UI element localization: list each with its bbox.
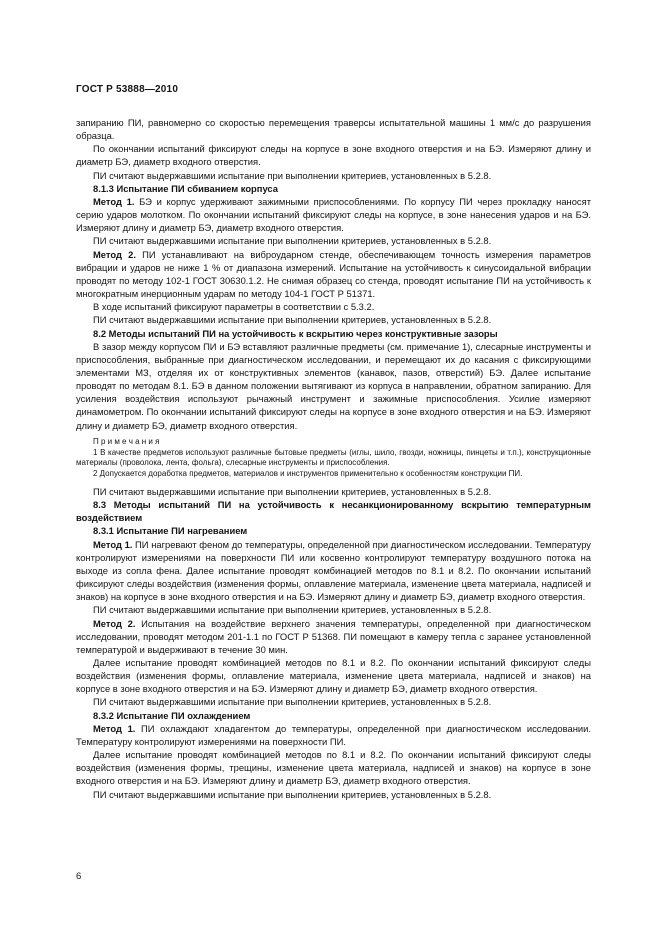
method-text: ПИ нагревают феном до температуры, определенной при диагностическом исследовании. Температуру контролируют измерениями на поверхности ПИ или косвенно контролируют температуру воздушного потока на выходе из сопла фена. Далее испытание проводят комбинацией методов по 8.1 и 8.2. По окончании испытаний фиксируют следы воздействия (изменения формы, оплавление материала, изменение цвета материала, надписей и знаков) на корпусе в зоне входного отверстия и на БЭ. Измеряют длину и диаметр БЭ, диаметр входного отверстия.	[76, 538, 591, 603]
method-paragraph	[76, 248, 591, 301]
method-label: Метод 1.	[93, 538, 133, 550]
method-label: Метод 1.	[93, 195, 135, 207]
method-paragraph	[76, 617, 591, 656]
method-paragraph	[76, 195, 591, 234]
method-text: ПИ охлаждают хладагентом до температуры, определенной при диагностическом исследовании. Температуру контролируют измерениями на поверхности ПИ.	[76, 722, 591, 747]
paragraph-criteria: ПИ считают выдержавшими испытание при выполнении критериев, установленных в 5.2.8.	[93, 485, 492, 497]
paragraph-criteria: ПИ считают выдержавшими испытание при выполнении критериев, установленных в 5.2.8.	[93, 696, 492, 708]
paragraph-criteria: ПИ считают выдержавшими испытание при выполнении критериев, установленных в 5.2.8.	[93, 235, 492, 247]
note-item: 1 В качестве предметов используют различные бытовые предметы (иглы, шило, гвозди, ножницы, пинцеты и т.п.), конструкционные материалы (проволока, лента, фольга), слесарные инструменты и приспособления.	[76, 447, 591, 468]
method-label: Метод 1.	[93, 722, 136, 734]
paragraph-criteria: ПИ считают выдержавшими испытание при выполнении критериев, установленных в 5.2.8.	[93, 314, 492, 326]
method-paragraph	[76, 538, 591, 604]
heading-8-3-2: 8.3.2 Испытание ПИ охлаждением	[93, 709, 251, 721]
document-code: ГОСТ Р 53888—2010	[76, 84, 179, 95]
heading-8-3: 8.3 Методы испытаний ПИ на устойчивость к несанкционированному вскрытию температурным воздействием	[76, 499, 591, 524]
paragraph-continuation: запиранию ПИ, равномерно со скоростью перемещения траверсы испытательной машины 1 мм/с до разрушения образца.	[76, 117, 591, 142]
paragraph: Далее испытание проводят комбинацией методов по 8.1 и 8.2. По окончании испытаний фиксируют следы воздействия (изменения формы, трещины, изменение цвета материала, надписей и знаков) на корпусе в зоне входного отверстия и на БЭ. Измеряют длину и диаметр БЭ, диаметр входного отверстия.	[76, 749, 591, 787]
heading-8-1-3: 8.1.3 Испытание ПИ сбиванием корпуса	[93, 182, 278, 194]
heading-8-2: 8.2 Методы испытаний ПИ на устойчивость к вскрытию через конструктивные зазоры	[93, 327, 498, 339]
method-label: Метод 2.	[93, 248, 136, 260]
paragraph: В зазор между корпусом ПИ и БЭ вставляют различные предметы (см. примечание 1), слесарные инструменты и приспособления, выбранные при диагностическом исследовании, и перемещают их до касания с фиксирующими элементами МЗ, отделяя их от конструктивных элементов (канавок, пазов, отверстий) БЭ. Далее испытание проводят по методам 8.1. БЭ в данном положении вытягивают из корпуса в направлении, обратном запиранию. Для усиления воздействия используют рычажный инструмент и зажимные приспособления. Усилие измеряют динамометром. По окончании испытаний фиксируют следы на корпусе в зоне входного отверстия и на БЭ. Измеряют длину и диаметр БЭ, диаметр входного отверстия.	[76, 340, 591, 431]
document-body	[76, 116, 591, 801]
method-text: ПИ устанавливают на виброударном стенде, обеспечивающем точность измерения параметров вибрации и ударов не ниже 1 % от диапазона измерений. Испытание на устойчивость к синусоидальной вибрации проводят по методу 102-1 ГОСТ 30630.1.2. Не снимая образец со стенда, проводят испытание ПИ на устойчивость к многократным инерционным ударам по методу 104-1 ГОСТ Р 51371.	[76, 248, 591, 300]
method-paragraph	[76, 722, 591, 748]
paragraph-criteria: ПИ считают выдержавшими испытание при выполнении критериев, установленных в 5.2.8.	[93, 788, 492, 800]
notes-label: П р и м е ч а н и я	[93, 436, 160, 446]
paragraph-criteria: ПИ считают выдержавшими испытание при выполнении критериев, установленных в 5.2.8.	[93, 604, 492, 616]
method-label: Метод 2.	[93, 617, 136, 629]
paragraph: В ходе испытаний фиксируют параметры в соответствии с 5.3.2.	[93, 301, 375, 313]
method-text: Испытания на воздействие верхнего значения температуры, определенной при диагностическом исследовании, проводят методом 201-1.1 по ГОСТ Р 51368. ПИ помещают в камеру тепла с заранее установленной температурой и выдерживают в течение 30 мин.	[76, 617, 591, 655]
page-number: 6	[76, 871, 82, 882]
heading-8-3-1: 8.3.1 Испытание ПИ нагреванием	[93, 525, 248, 537]
paragraph: По окончании испытаний фиксируют следы на корпусе в зоне входного отверстия и на БЭ. Измеряют длину и диаметр БЭ, диаметр входного отверстия.	[76, 143, 591, 168]
note-item: 2 Допускается доработка предметов, материалов и инструментов применительно к особенностям конструкции ПИ.	[93, 469, 523, 479]
paragraph-criteria: ПИ считают выдержавшими испытание при выполнении критериев, установленных в 5.2.8.	[93, 169, 492, 181]
paragraph: Далее испытание проводят комбинацией методов по 8.1 и 8.2. По окончании испытаний фиксируют следы воздействия (изменения формы, оплавление материала, изменение цвета материала, надписей и знаков) на корпусе в зоне входного отверстия и на БЭ. Измеряют длину и диаметр БЭ, диаметр входного отверстия.	[76, 656, 591, 695]
method-text: БЭ и корпус удерживают зажимными приспособлениями. По корпусу ПИ через прокладку наносят серию ударов молотком. По окончании испытаний фиксируют следы на корпусе, в зоне нанесения ударов и на БЭ. Измеряют длину и диаметр БЭ, диаметр входного отверстия.	[76, 195, 591, 234]
